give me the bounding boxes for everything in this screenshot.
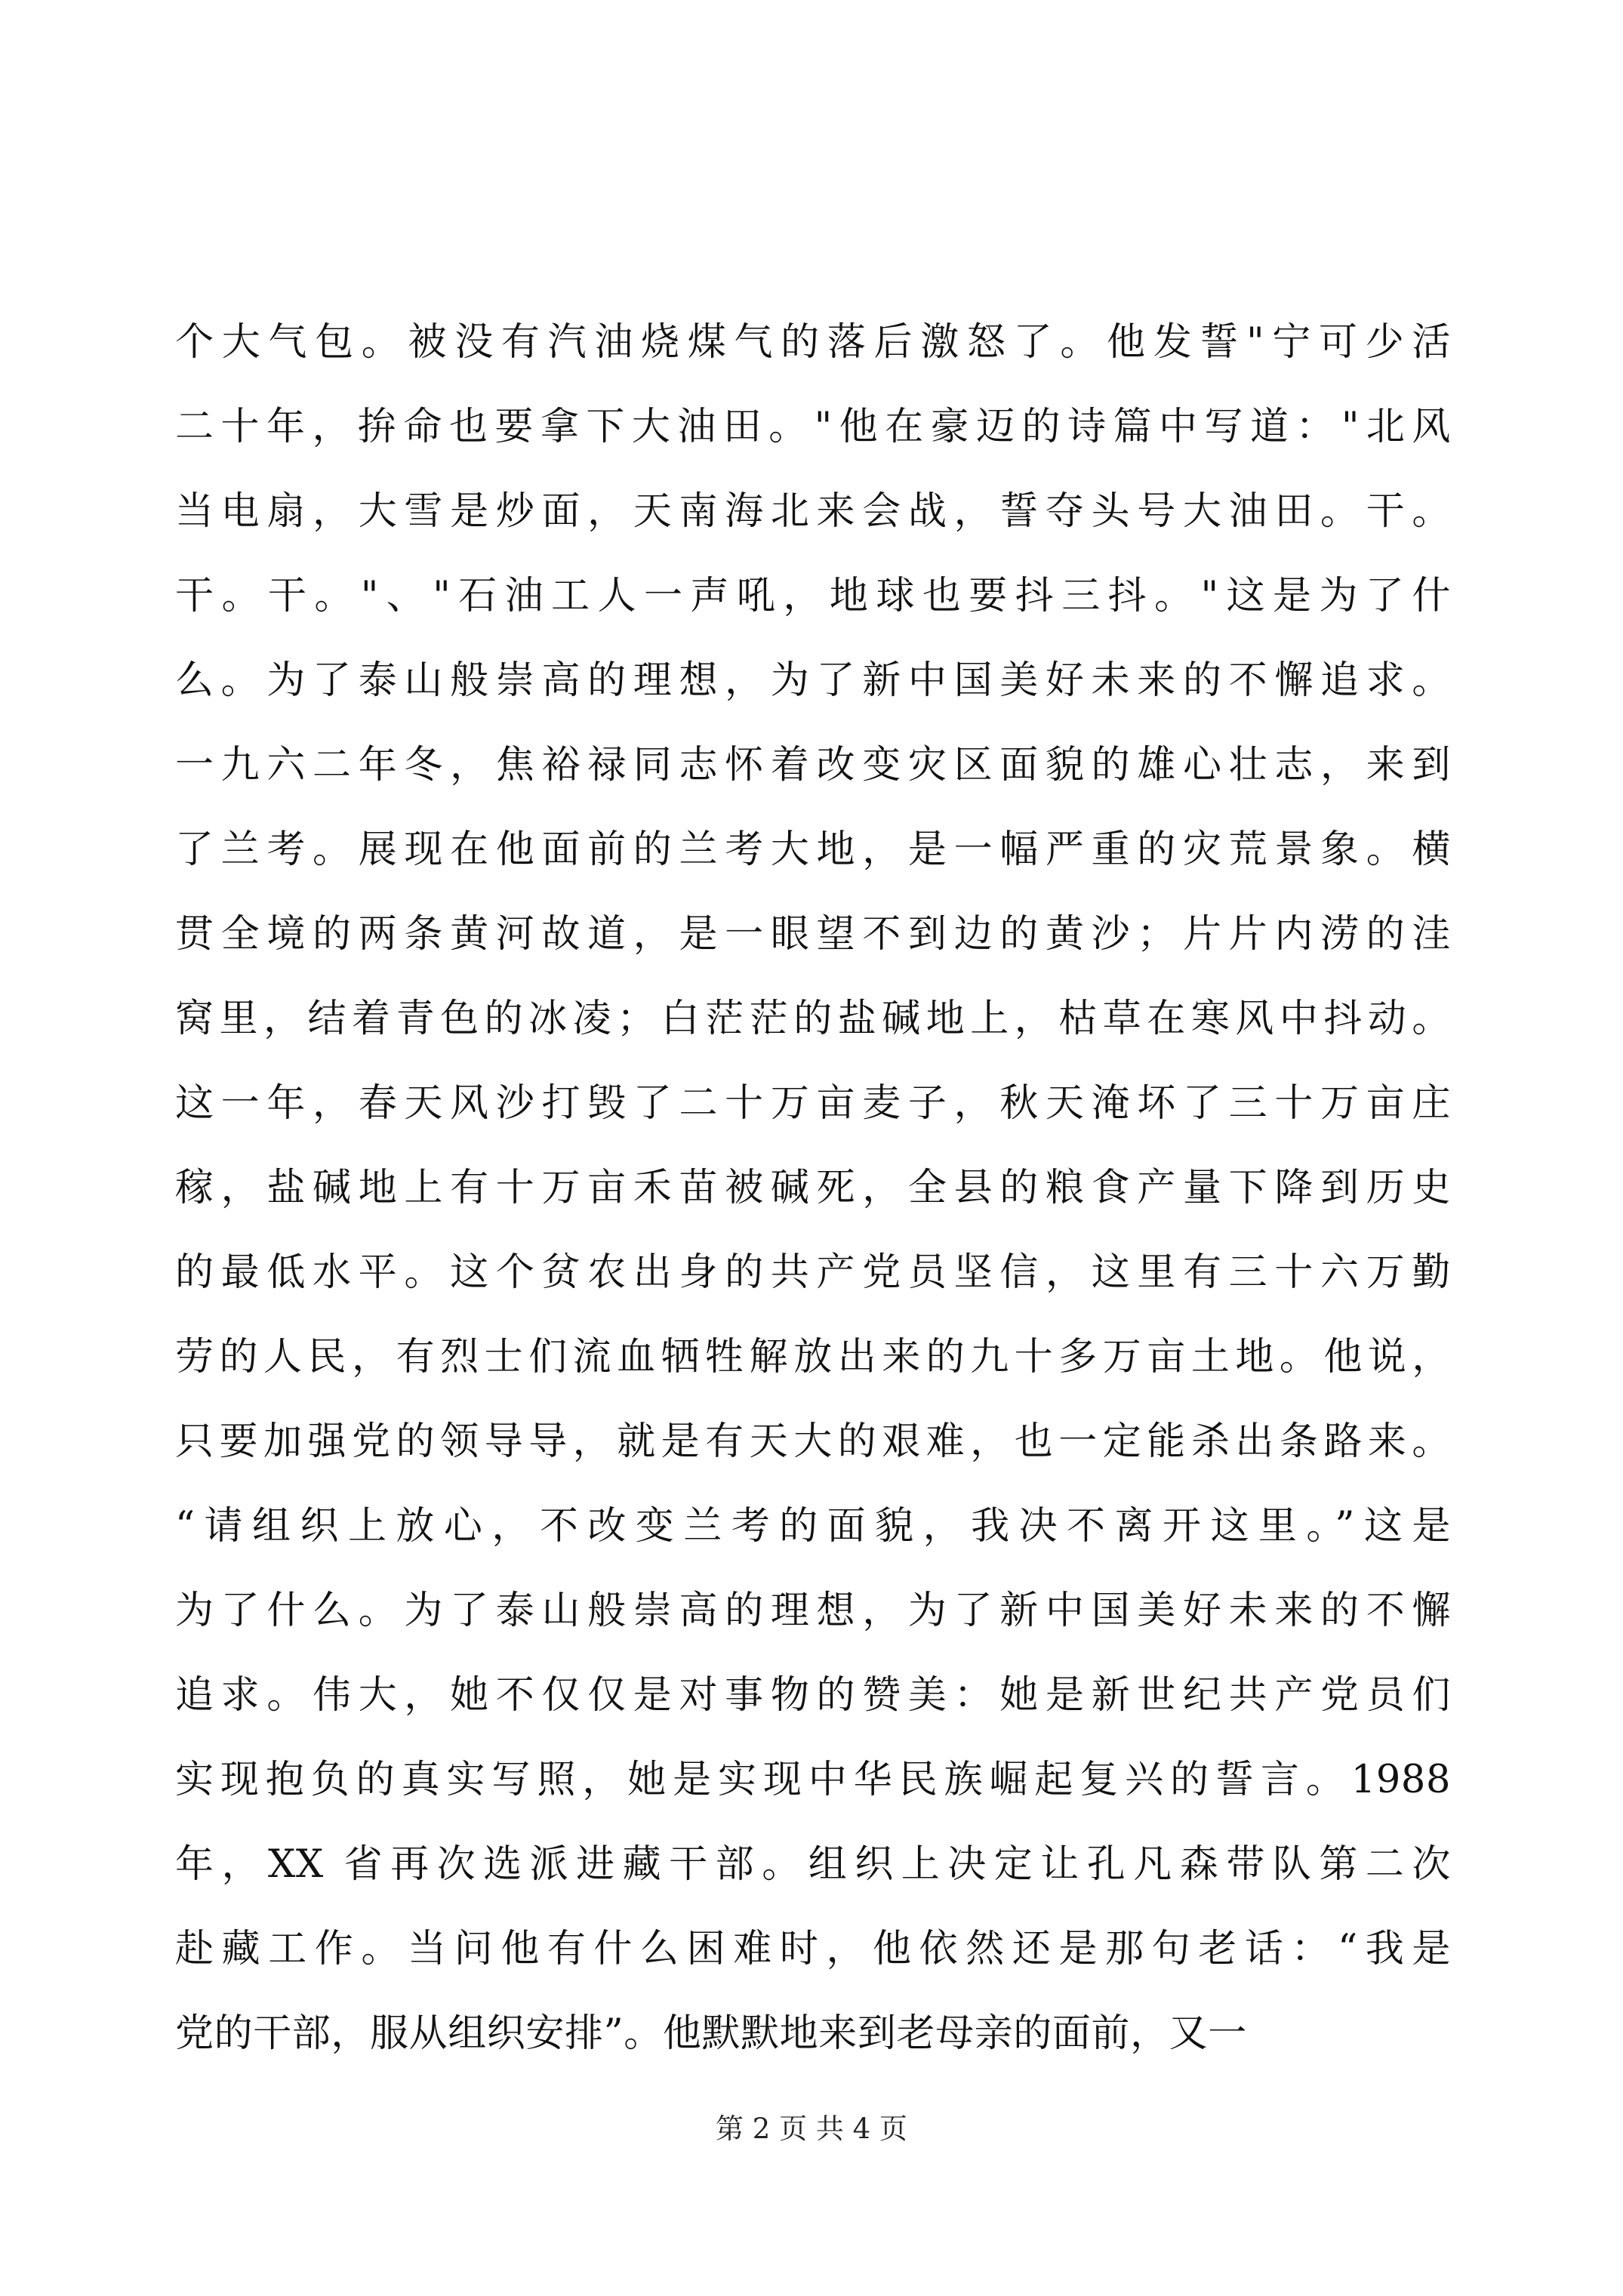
text-line: 了兰考。展现在他面前的兰考大地，是一幅严重的灾荒景象。横 xyxy=(175,827,1451,872)
text-line: 当电扇，大雪是炒面，天南海北来会战，誓夺头号大油田。干。 xyxy=(175,489,1451,534)
text-line: 窝里，结着青色的冰凌；白茫茫的盐碱地上，枯草在寒风中抖动。 xyxy=(175,997,1451,1041)
text-line: 的最低水平。这个贫农出身的共产党员坚信，这里有三十六万勤 xyxy=(175,1250,1451,1295)
text-line: 干。干。"、"石油工人一声吼，地球也要抖三抖。"这是为了什 xyxy=(175,574,1451,618)
text-line: 贯全境的两条黄河故道，是一眼望不到边的黄沙；片片内涝的洼 xyxy=(175,912,1451,957)
text-line: 稼，盐碱地上有十万亩禾苗被碱死，全县的粮食产量下降到历史 xyxy=(175,1166,1451,1210)
body-text xyxy=(175,300,1451,2076)
text-line: 劳的人民，有烈士们流血牺牲解放出来的九十多万亩土地。他说， xyxy=(175,1335,1451,1379)
text-line: 这一年，春天风沙打毁了二十万亩麦子，秋天淹坏了三十万亩庄 xyxy=(175,1081,1451,1126)
text-line: 赴藏工作。当问他有什么困难时，他依然还是那句老话：“我是 xyxy=(175,1927,1451,1971)
text-line: 一九六二年冬，焦裕禄同志怀着改变灾区面貌的雄心壮志，来到 xyxy=(175,743,1451,787)
text-line: 只要加强党的领导导，就是有天大的艰难，也一定能杀出条路来。 xyxy=(175,1419,1451,1464)
text-line: 党的干部，服从组织安排”。他默默地来到老母亲的面前，又一 xyxy=(175,2011,1247,2056)
text-line: 个大气包。被没有汽油烧煤气的落后激怒了。他发誓"宁可少活 xyxy=(175,320,1451,365)
text-line: 实现抱负的真实写照，她是实现中华民族崛起复兴的誓言。1988 xyxy=(175,1758,1451,1802)
text-line: 二十年，拚命也要拿下大油田。"他在豪迈的诗篇中写道："北风 xyxy=(175,405,1451,449)
text-line: 么。为了泰山般崇高的理想，为了新中国美好未来的不懈追求。 xyxy=(175,658,1451,703)
text-line: 年，XX 省再次选派进藏干部。组织上决定让孔凡森带队第二次 xyxy=(175,1842,1451,1887)
text-line: 追求。伟大，她不仅仅是对事物的赞美：她是新世纪共产党员们 xyxy=(175,1673,1451,1718)
page-footer: 第 2 页 共 4 页 xyxy=(716,2113,907,2145)
text-line: 为了什么。为了泰山般崇高的理想，为了新中国美好未来的不懈 xyxy=(175,1589,1451,1633)
text-line: “请组织上放心，不改变兰考的面貌，我决不离开这里。”这是 xyxy=(175,1504,1451,1549)
